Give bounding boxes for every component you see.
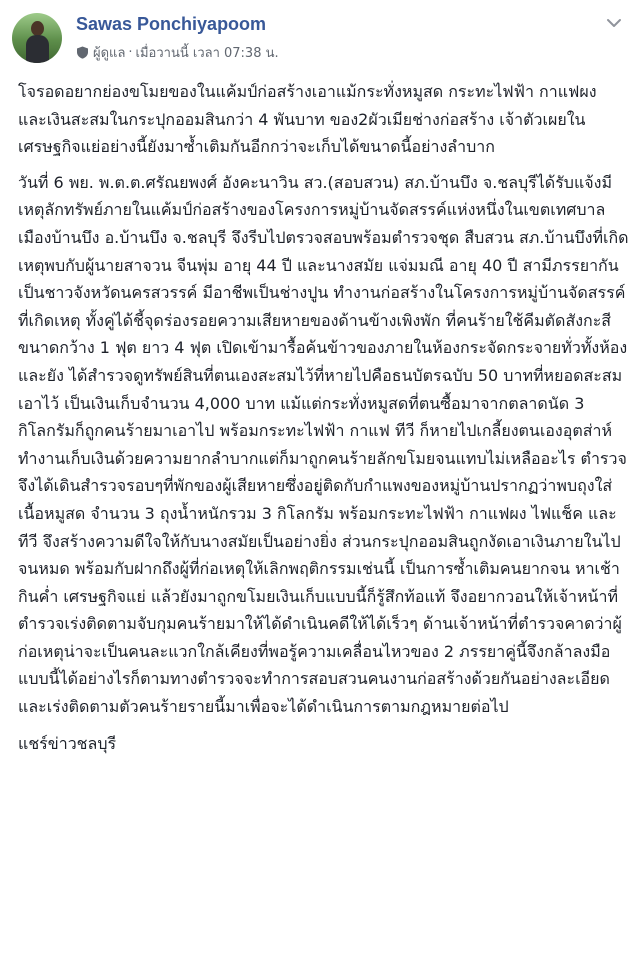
avatar-head xyxy=(31,21,44,36)
post-header xyxy=(0,0,640,70)
author-role: ผู้ดูแล xyxy=(93,45,126,61)
post-paragraph: วันที่ 6 พย. พ.ต.ต.ศรัณยพงศ์ อังคะนาวิน สว.(สอบสวน) สภ.บ้านบึง จ.ชลบุรีได้รับแจ้งมีเหตุลักทรัพย์ภายในแค้มป์ก่อสร้างของโครงการหมู่บ้านจัดสรรค์แห่งหนึ่งในเขตเทศบาลเมืองบ้านบึง อ.บ้านบึง จ.ชลบุรี จึงรีบไปตรวจสอบพร้อมตำรวจชุด สืบสวน สภ.บ้านบึงที่เกิดเหตุพบกับผู้นายสาจวน จีนพุ่ม อายุ 44 ปี และนางสมัย แจ่มมณี อายุ 40 ปี สามีภรรยากันเป็นชาวจังหวัดนครสวรรค์ มีอาชีพเป็นช่างปูน ทำงานก่อสร้างในโครงการหมู่บ้านจัดสรรค์ที่เกิดเหตุ ทั้งคู่ได้ชี้จุดร่องรอยความเสียหายของด้านข้างเพิงพัก ที่คนร้ายใช้คีมตัดสังกะสีขนาดกว้าง 1 ฟุต ยาว 4 ฟุต เปิดเข้ามารื้อค้นข้าวของภายในห้องกระจัดกระจายทั่วทั้งห้องและยัง ได้สำรวจดูทรัพย์สินที่ตนเองสะสมไว้ที่หายไปคือธนบัตรฉบับ 50 บาทที่หยอดสะสมเอาไว้ เป็นเงินเก็บจำนวน 4,000 บาท แม้แต่กระทั่งหมูสดที่ตนซื้อมาจากตลาดนัด 3 กิโลกรัมก็ถูกคนร้ายมาเอาไป พร้อมกระทะไฟฟ้า กาแฟ ทีวี ก็หายไปเกลี้ยงตนเองอุตส่าห์ทำงานเก็บเงินด้วยความยากลำบากแต่ก็มาถูกคนร้ายลักขโมยจนแทบไม่เหลืออะไร ตำรวจจึงได้เดินสำรวจรอบๆที่พักของผู้เสียหายซึ่งอยู่ติดกับกำแพงของหมู่บ้านปรากฏว่าพบถุงใส่เนื้อหมูสด จำนวน 3 ถุงน้ำหนักรวม 3 กิโลกรัม พร้อมกระทะไฟฟ้า กาแฟผง ไฟแช็ค และทีวี จึงสร้างความดีใจให้กับนางสมัยเป็นอย่างยิ่ง ส่วนกระปุกออมสินถูกงัดเอาเงินภายในไปจนหมด พร้อมกับฝากถึงผู้ที่ก่อเหตุให้เลิกพฤติกรรมเช่นนี้ เป็นการซ้ำเติมคนยากจน หาเช้ากินค่ำ เศรษฐกิจแย่ แล้วยังมาถูกขโมยเงินเก็บแบบนี้ก็รู้สึกท้อแท้ จึงอยากวอนให้เจ้าหน้าที่ตำรวจเร่งติดตามจับกุมคนร้ายมาให้ได้ดำเนินคดีให้ได้เร็วๆ ด้านเจ้าหน้าที่ตำรวจคาดว่าผู้ก่อเหตุน่าจะเป็นคนละแวกใกล้เคียงที่พอรู้ความเคลื่อนไหวของ 2 ภรรยาคู่นี้จึงกล้าลงมือแบบนี้ได้อย่างไรก็ตามทางตำรวจจะทำการสอบสวนคนงานก่อสร้างด้วยกันอย่างละเอียดและเร่งติดตามตัวคนร้ายรายนี้มาเพื่อจะได้ดำเนินการตามกฎหมายต่อไป xyxy=(18,172,629,717)
avatar-body xyxy=(26,35,49,63)
post-paragraph: แชร์ข่าวชลบุรี xyxy=(18,733,117,753)
author-name-link[interactable]: Sawas Ponchiyapoom xyxy=(76,14,267,34)
chevron-down-icon[interactable] xyxy=(606,16,622,30)
meta-separator: · xyxy=(128,44,133,60)
post-paragraph: โจรอดอยากย่องขโมยของในแค้มป์ก่อสร้างเอาแม้กระทั่งหมูสด กระทะไฟฟ้า กาแฟผง และเงินสะสมในกระปุกออมสินกว่า 4 พันบาท ของ2ผัวเมียช่างก่อสร้าง เจ้าตัวเผยในเศรษฐกิจแย่อย่างนี้ยังมาซ้ำเติมกันอีกกว่าจะเก็บได้ขนาดนี้อย่างลำบาก xyxy=(18,82,597,157)
post-timestamp[interactable]: เมื่อวานนี้ เวลา 07:38 น. xyxy=(135,45,279,61)
post-body xyxy=(18,78,630,757)
avatar[interactable] xyxy=(12,13,62,63)
shield-icon xyxy=(76,46,89,59)
post-meta xyxy=(76,42,279,62)
